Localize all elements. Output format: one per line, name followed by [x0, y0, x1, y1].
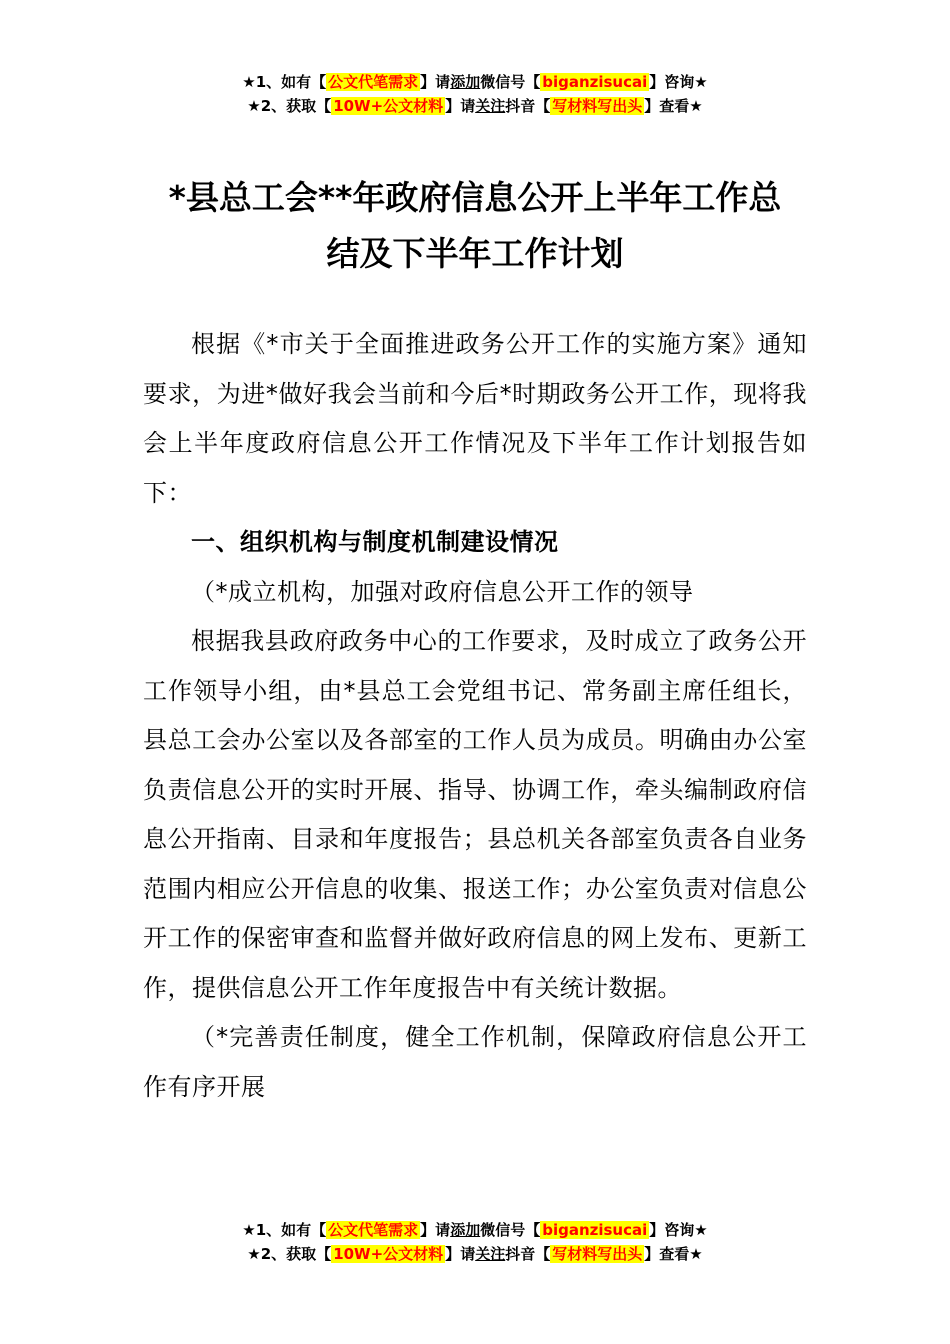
- douyin-id: 写材料写出头: [552, 1245, 643, 1263]
- wechat-id: biganzisucai: [542, 73, 648, 91]
- banner-line-1: ★1、如有【 公文代笔需求 】请添加微信号【 biganzisucai 】咨询★: [242, 73, 708, 91]
- footer-banner: [0, 1218, 950, 1266]
- highlight-tag: 10W+公文材料: [333, 97, 444, 115]
- wechat-id: biganzisucai: [542, 1221, 648, 1239]
- header-banner: [0, 70, 950, 118]
- banner-line-2: ★2、获取【 10W+公文材料 】请关注抖音【 写材料写出头 】查看★: [247, 97, 703, 115]
- highlight-tag: 10W+公文材料: [333, 1245, 444, 1263]
- douyin-id: 写材料写出头: [552, 97, 643, 115]
- document-title: [120, 170, 830, 282]
- banner-line-2: ★2、获取【 10W+公文材料 】请关注抖音【 写材料写出头 】查看★: [247, 1245, 703, 1263]
- paragraph-intro: 根据《*市关于全面推进政务公开工作的实施方案》通知要求，为进*做好我会当前和今后*时期政务公开工作，现将我会上半年度政府信息公开工作情况及下半年工作计划报告如下：: [143, 330, 807, 507]
- banner-line-1: ★1、如有【 公文代笔需求 】请添加微信号【 biganzisucai 】咨询★: [242, 1221, 708, 1239]
- paragraph-body: 根据我县政府政务中心的工作要求，及时成立了政务公开工作领导小组，由*县总工会党组书记、常务副主席任组长，县总工会办公室以及各部室的工作人员为成员。明确由办公室负责信息公开的实时开展、指导、协调工作，牵头编制政府信息公开指南、目录和年度报告；县总机关各部室负责各自业务范围内相应公开信息的收集、报送工作；办公室负责对信息公开工作的保密审查和监督并做好政府信息的网上发布、更新工作，提供信息公开工作年度报告中有关统计数据。: [143, 627, 807, 1002]
- highlight-tag: 公文代笔需求: [328, 73, 419, 91]
- subsection-heading: （*完善责任制度，健全工作机制，保障政府信息公开工作有序开展: [143, 1023, 807, 1101]
- subsection-heading: （*成立机构，加强对政府信息公开工作的领导: [191, 577, 694, 606]
- document-body: [143, 320, 807, 1112]
- title-line-2: 结及下半年工作计划: [326, 234, 624, 273]
- title-line-1: *县总工会**年政府信息公开上半年工作总: [168, 178, 782, 217]
- section-heading: 一、组织机构与制度机制建设情况: [191, 528, 559, 556]
- highlight-tag: 公文代笔需求: [328, 1221, 419, 1239]
